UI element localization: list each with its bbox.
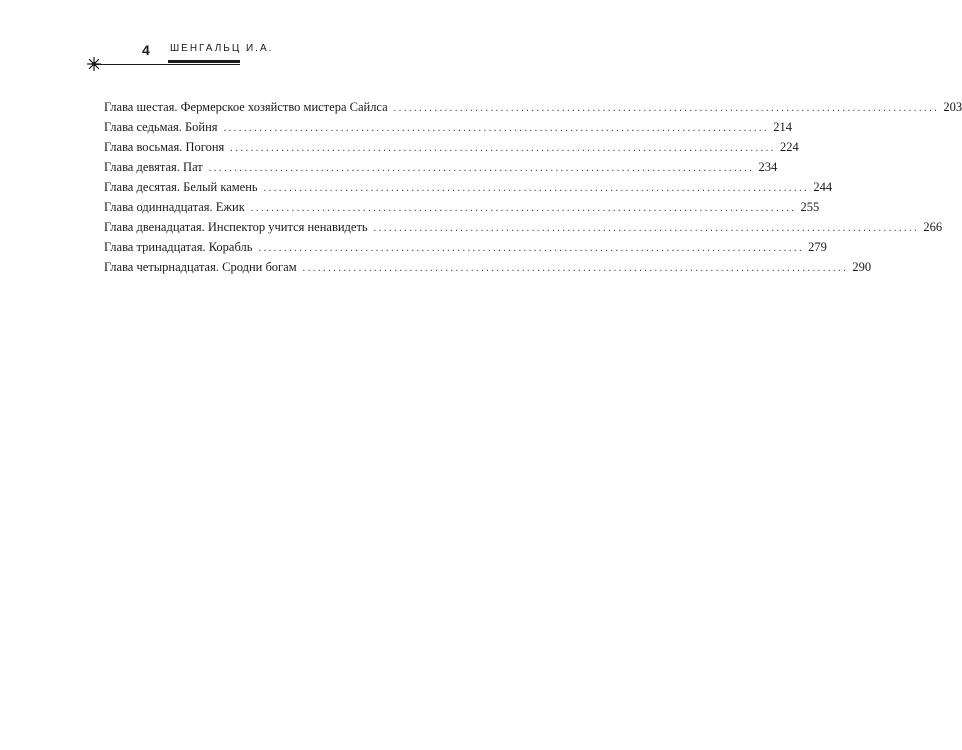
toc-dot-leader: ........................................................................................................... [373,223,920,234]
toc-entry[interactable] [104,97,962,117]
toc-dot-leader: ........................................................................................................... [258,243,805,254]
toc-entry-title: Глава восьмая. Погоня [104,140,225,154]
header-rule-accent [168,60,240,63]
toc-dot-leader: ........................................................................................................... [263,183,810,194]
toc-dot-leader: ........................................................................................................... [250,203,797,214]
toc-entry-page: 255 [800,200,820,214]
toc-entry[interactable] [104,237,827,257]
toc-entry[interactable] [104,257,872,277]
toc-dot-leader: ........................................................................................................... [223,123,770,134]
toc-entry[interactable] [104,157,778,177]
page-number: 4 [142,42,150,58]
toc-entry[interactable] [104,197,820,217]
toc-entry-page: 279 [808,240,827,254]
toc-dot-leader: ........................................................................................................... [230,143,776,154]
toc-entry-page: 224 [779,140,799,154]
toc-entry[interactable] [104,117,793,137]
toc-entry-page: 234 [758,160,778,174]
table-of-contents [104,97,962,277]
toc-entry-page: 244 [813,180,833,194]
toc-entry-title: Глава тринадцатая. Корабль [104,240,253,254]
toc-entry[interactable] [104,137,799,157]
toc-entry-page: 266 [923,220,943,234]
toc-entry-page: 203 [943,100,962,114]
toc-entry-title: Глава девятая. Пат [104,160,203,174]
toc-entry-title: Глава десятая. Белый камень [104,180,258,194]
toc-entry[interactable] [104,217,943,237]
toc-entry-title: Глава шестая. Фермерское хозяйство мистера Сайлса [104,100,388,114]
toc-entry-title: Глава четырнадцатая. Сродни богам [104,260,297,274]
toc-entry-title: Глава седьмая. Бойня [104,120,218,134]
toc-entry-title: Глава двенадцатая. Инспектор учится ненавидеть [104,220,368,234]
toc-dot-leader: ........................................................................................................... [208,163,755,174]
star-burst-icon [87,57,101,71]
toc-entry-page: 290 [852,260,872,274]
toc-dot-leader: ........................................................................................................... [393,103,940,114]
toc-entry[interactable] [104,177,833,197]
toc-entry-title: Глава одиннадцатая. Ежик [104,200,245,214]
toc-dot-leader: ........................................................................................................... [302,263,849,274]
running-head-author: ШЕНГАЛЬЦ И.А. [170,43,274,54]
header-rule [95,64,240,65]
toc-entry-page: 214 [773,120,793,134]
